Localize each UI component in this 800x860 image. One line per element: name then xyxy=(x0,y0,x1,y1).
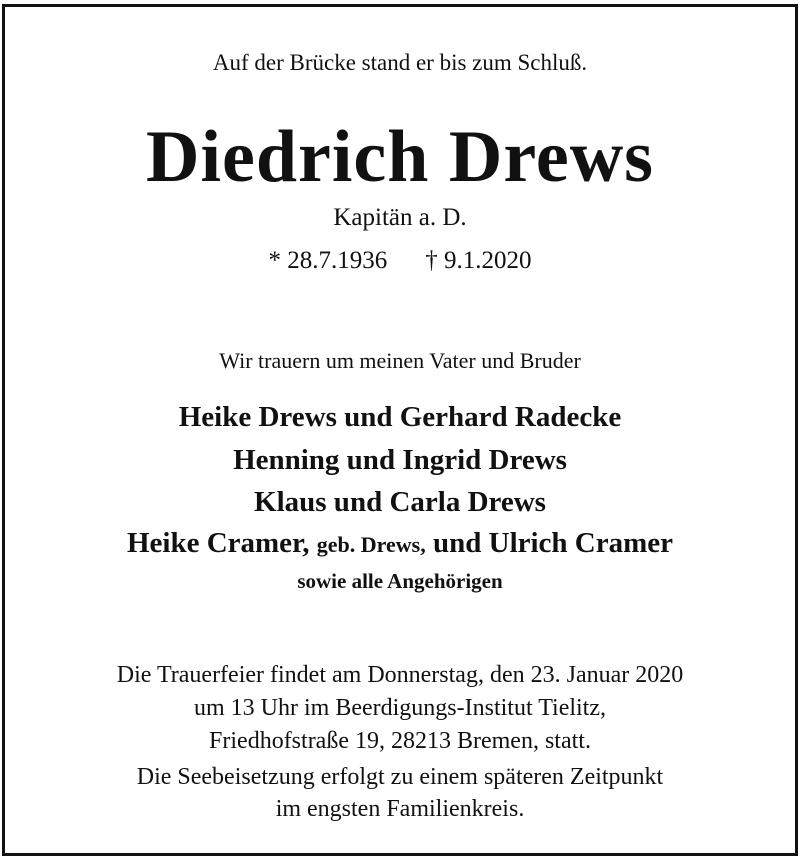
family-member-line xyxy=(5,527,795,560)
relatives-line: sowie alle Angehörigen xyxy=(297,569,503,593)
burial-info-line: im engsten Familienkreis. xyxy=(275,796,525,822)
motto: Auf der Brücke stand er bis zum Schluß. xyxy=(212,50,588,75)
family-name-part: Heike Cramer, xyxy=(126,527,310,559)
maiden-name: geb. Drews, xyxy=(316,532,426,557)
obituary-notice xyxy=(2,4,798,856)
funeral-info-line: Die Trauerfeier findet am Donnerstag, den 23. Januar 2020 xyxy=(116,662,684,688)
family-member-line: Heike Drews und Gerhard Radecke xyxy=(178,401,622,433)
life-dates xyxy=(5,247,795,275)
burial-info-line: Die Seebeisetzung erfolgt zu einem späteren Zeitpunkt xyxy=(136,764,664,790)
deceased-title: Kapitän a. D. xyxy=(333,204,467,231)
funeral-info-line: um 13 Uhr im Beerdigungs-Institut Tielitz, xyxy=(194,695,606,721)
family-name-part: und Ulrich Cramer xyxy=(432,527,674,559)
death-date: † 9.1.2020 xyxy=(425,247,532,274)
birth-date: * 28.7.1936 xyxy=(268,247,388,274)
mourning-line: Wir trauern um meinen Vater und Bruder xyxy=(219,348,581,373)
deceased-name: Diedrich Drews xyxy=(146,116,654,198)
family-member-line: Henning und Ingrid Drews xyxy=(233,444,567,476)
funeral-info-line: Friedhofstraße 19, 28213 Bremen, statt. xyxy=(209,728,591,754)
family-member-line: Klaus und Carla Drews xyxy=(254,486,546,518)
